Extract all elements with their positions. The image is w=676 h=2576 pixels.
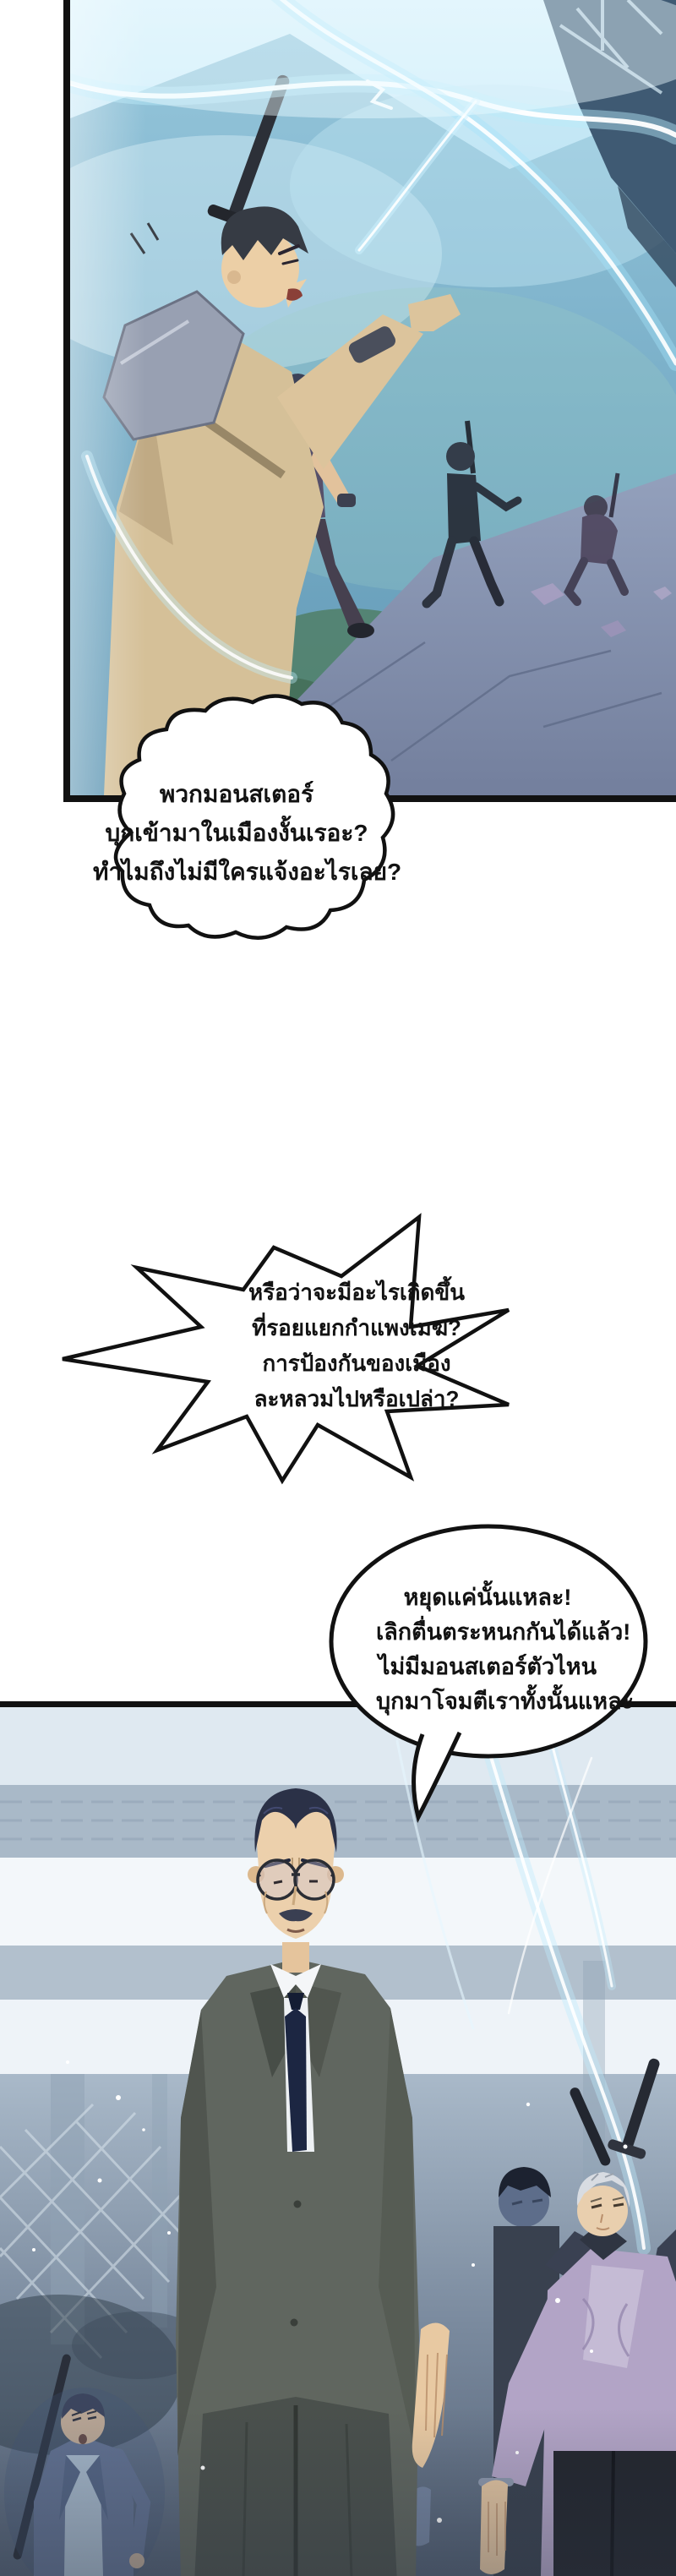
panel-top xyxy=(63,0,676,802)
vignette xyxy=(0,2409,676,2576)
speech-line: ที่รอยแยกกำแพงเมฆ? xyxy=(252,1315,461,1340)
button xyxy=(294,2201,302,2208)
button xyxy=(291,2319,298,2327)
glasses-lens xyxy=(295,1860,334,1899)
speech-line: การป้องกันของเมือง xyxy=(262,1351,451,1376)
glasses-lens xyxy=(258,1860,297,1899)
top-panel-art xyxy=(70,0,676,795)
speech-line: เลิกตื่นตระหนกกันได้แล้ว! xyxy=(376,1619,631,1645)
speech-line: หยุดแค่นั้นแหละ! xyxy=(403,1585,572,1610)
speech-line: ไม่มีมอนสเตอร์ตัวไหน xyxy=(378,1654,597,1679)
speech-line: บุกเข้ามาในเมืองงั้นเรอะ? xyxy=(105,820,368,846)
speech-line: พวกมอนสเตอร์ xyxy=(159,781,314,807)
bubble1-text xyxy=(93,775,402,892)
bracer xyxy=(337,494,356,507)
speech-line: ละหลวมไปหรือเปล่า? xyxy=(254,1386,460,1411)
sky-glow xyxy=(70,0,676,118)
speech-line: หรือว่าจะมีอะไรเกิดขึ้น xyxy=(248,1280,465,1305)
panel-bottom xyxy=(0,1701,676,2576)
light-beam xyxy=(70,0,146,795)
bubble3-text xyxy=(376,1580,635,1719)
bubble2-text xyxy=(247,1274,466,1416)
speech-line: ทำไมถึงไม่มีใครแจ้งอะไรเลย? xyxy=(93,859,402,885)
bottom-panel-art xyxy=(0,1707,676,2576)
bubble-tail xyxy=(414,1733,460,1817)
neck xyxy=(282,1942,309,1973)
ear xyxy=(227,270,241,284)
speech-line: บุกมาโจมตีเราทั้งนั้นแหละ xyxy=(376,1689,635,1714)
